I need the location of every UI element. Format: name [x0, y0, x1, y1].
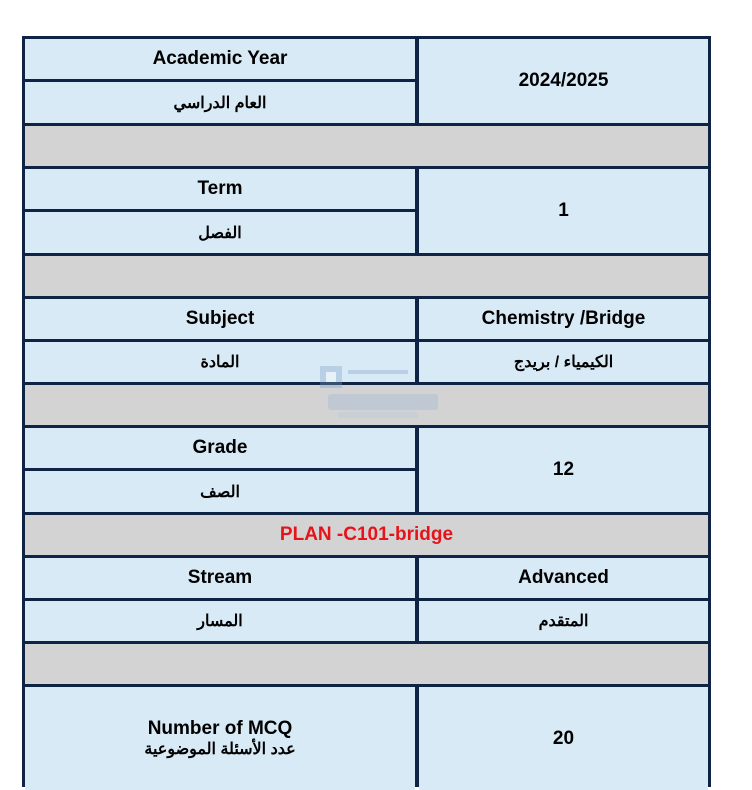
- academic-year-label-en: Academic Year: [25, 39, 415, 79]
- stream-value-en: Advanced: [419, 558, 708, 598]
- separator-row: [25, 385, 708, 425]
- exam-info-table: [22, 36, 711, 787]
- subject-value-en: Chemistry /Bridge: [419, 299, 708, 339]
- plan-banner: PLAN -C101-bridge: [25, 515, 708, 555]
- grade-label-en: Grade: [25, 428, 415, 468]
- mcq-label: [25, 687, 415, 790]
- stream-value-ar: المتقدم: [419, 601, 708, 641]
- mcq-value: 20: [419, 687, 708, 790]
- term-value: 1: [419, 169, 708, 253]
- academic-year-value: 2024/2025: [419, 39, 708, 123]
- subject-value-ar: الكيمياء / بريدج: [419, 342, 708, 382]
- stream-label-en: Stream: [25, 558, 415, 598]
- term-label-en: Term: [25, 169, 415, 209]
- mcq-label-en: Number of MCQ: [147, 717, 293, 739]
- separator-row: [25, 126, 708, 166]
- term-label-ar: الفصل: [25, 212, 415, 253]
- mcq-label-ar: عدد الأسئلة الموضوعية: [144, 741, 296, 759]
- grade-value: 12: [419, 428, 708, 512]
- separator-row: [25, 256, 708, 296]
- grade-label-ar: الصف: [25, 471, 415, 512]
- separator-row: [25, 644, 708, 684]
- subject-label-ar: المادة: [25, 342, 415, 382]
- academic-year-label-ar: العام الدراسي: [25, 82, 415, 123]
- subject-label-en: Subject: [25, 299, 415, 339]
- stream-label-ar: المسار: [25, 601, 415, 641]
